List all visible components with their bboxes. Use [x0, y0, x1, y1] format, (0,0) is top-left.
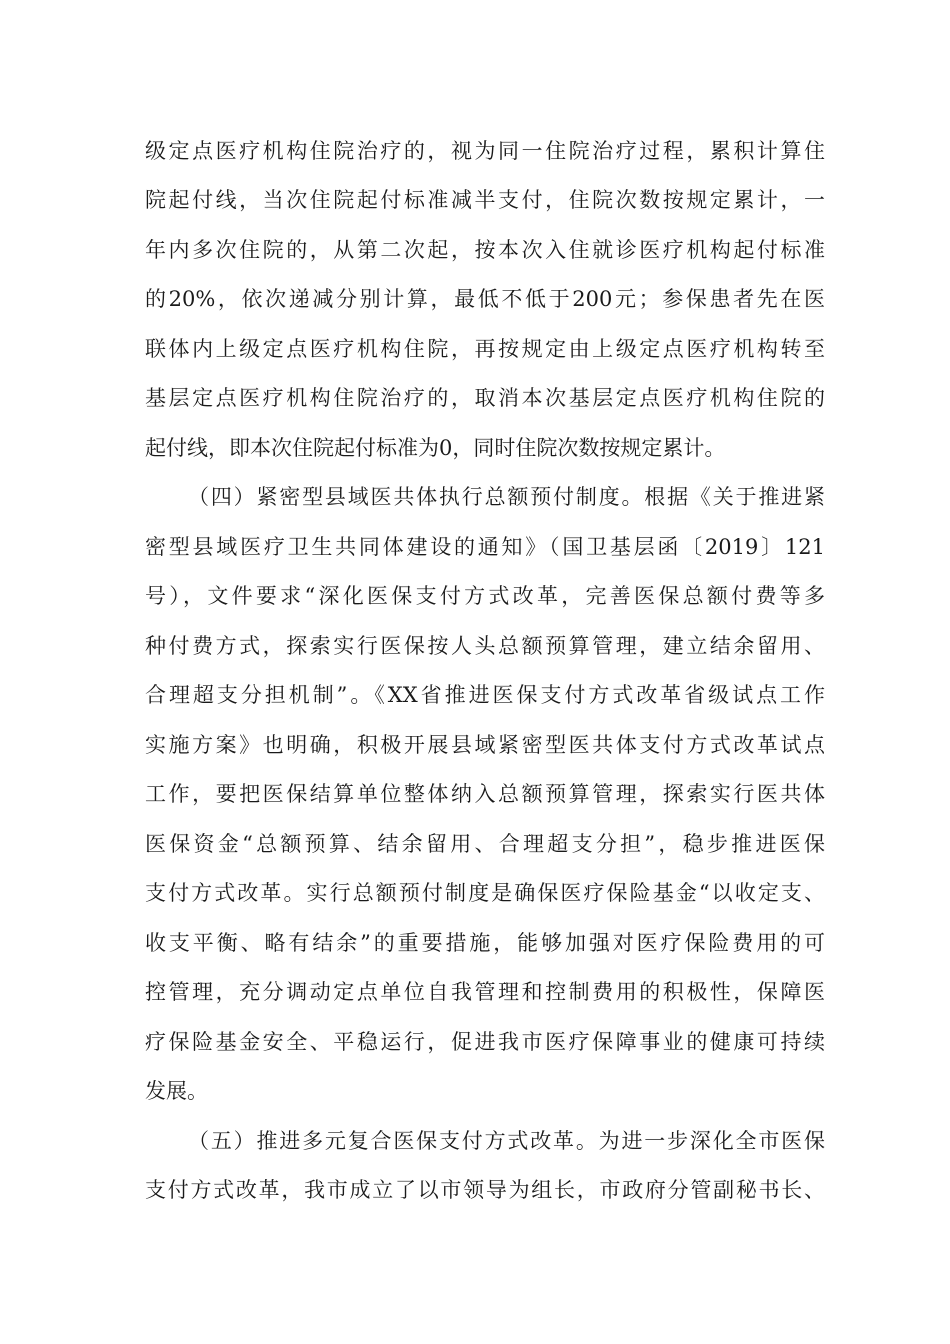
- paragraph-line: 号），文件要求“深化医保支付方式改革，完善医保总额付费等多: [145, 584, 825, 608]
- paragraph-line: 医保资金“总额预算、结余留用、合理超支分担”，稳步推进医保: [145, 832, 825, 856]
- paragraph-line: 起付线，即本次住院起付标准为0，同时住院次数按规定累计。: [145, 436, 726, 460]
- paragraph-line: 种付费方式，探索实行医保按人头总额预算管理，建立结余留用、: [145, 634, 825, 658]
- paragraph-line: 支付方式改革，我市成立了以市领导为组长，市政府分管副秘书长、: [145, 1178, 825, 1202]
- paragraph-line: 的20%，依次递减分别计算，最低不低于200元；参保患者先在医: [145, 287, 825, 311]
- paragraph-line: 控管理，充分调动定点单位自我管理和控制费用的积极性，保障医: [145, 980, 825, 1004]
- paragraph-line: 密型县域医疗卫生共同体建设的通知》（国卫基层函〔2019〕121: [145, 535, 825, 559]
- paragraph-line: 疗保险基金安全、平稳运行，促进我市医疗保障事业的健康可持续: [145, 1030, 825, 1054]
- paragraph-line: 级定点医疗机构住院治疗的，视为同一住院治疗过程，累积计算住: [145, 139, 825, 163]
- paragraph-line: 年内多次住院的，从第二次起，按本次入住就诊医疗机构起付标准: [145, 238, 825, 262]
- paragraph-line: 实施方案》也明确，积极开展县域紧密型医共体支付方式改革试点: [145, 733, 825, 757]
- paragraph-line: 收支平衡、略有结余”的重要措施，能够加强对医疗保险费用的可: [145, 931, 825, 955]
- paragraph-line: 支付方式改革。实行总额预付制度是确保医疗保险基金“以收定支、: [145, 881, 825, 905]
- paragraph-line: （五）推进多元复合医保支付方式改革。为进一步深化全市医保: [188, 1129, 825, 1153]
- paragraph-line: 联体内上级定点医疗机构住院，再按规定由上级定点医疗机构转至: [145, 337, 825, 361]
- paragraph-line: 工作，要把医保结算单位整体纳入总额预算管理，探索实行医共体: [145, 782, 825, 806]
- paragraph-line: 合理超支分担机制”。《XX省推进医保支付方式改革省级试点工作: [145, 683, 825, 707]
- paragraph-line: 院起付线，当次住院起付标准减半支付，住院次数按规定累计，一: [145, 188, 825, 212]
- paragraph-line: （四）紧密型县域医共体执行总额预付制度。根据《关于推进紧: [188, 485, 825, 509]
- paragraph-line: 基层定点医疗机构住院治疗的，取消本次基层定点医疗机构住院的: [145, 386, 825, 410]
- paragraph-line: 发展。: [145, 1079, 208, 1103]
